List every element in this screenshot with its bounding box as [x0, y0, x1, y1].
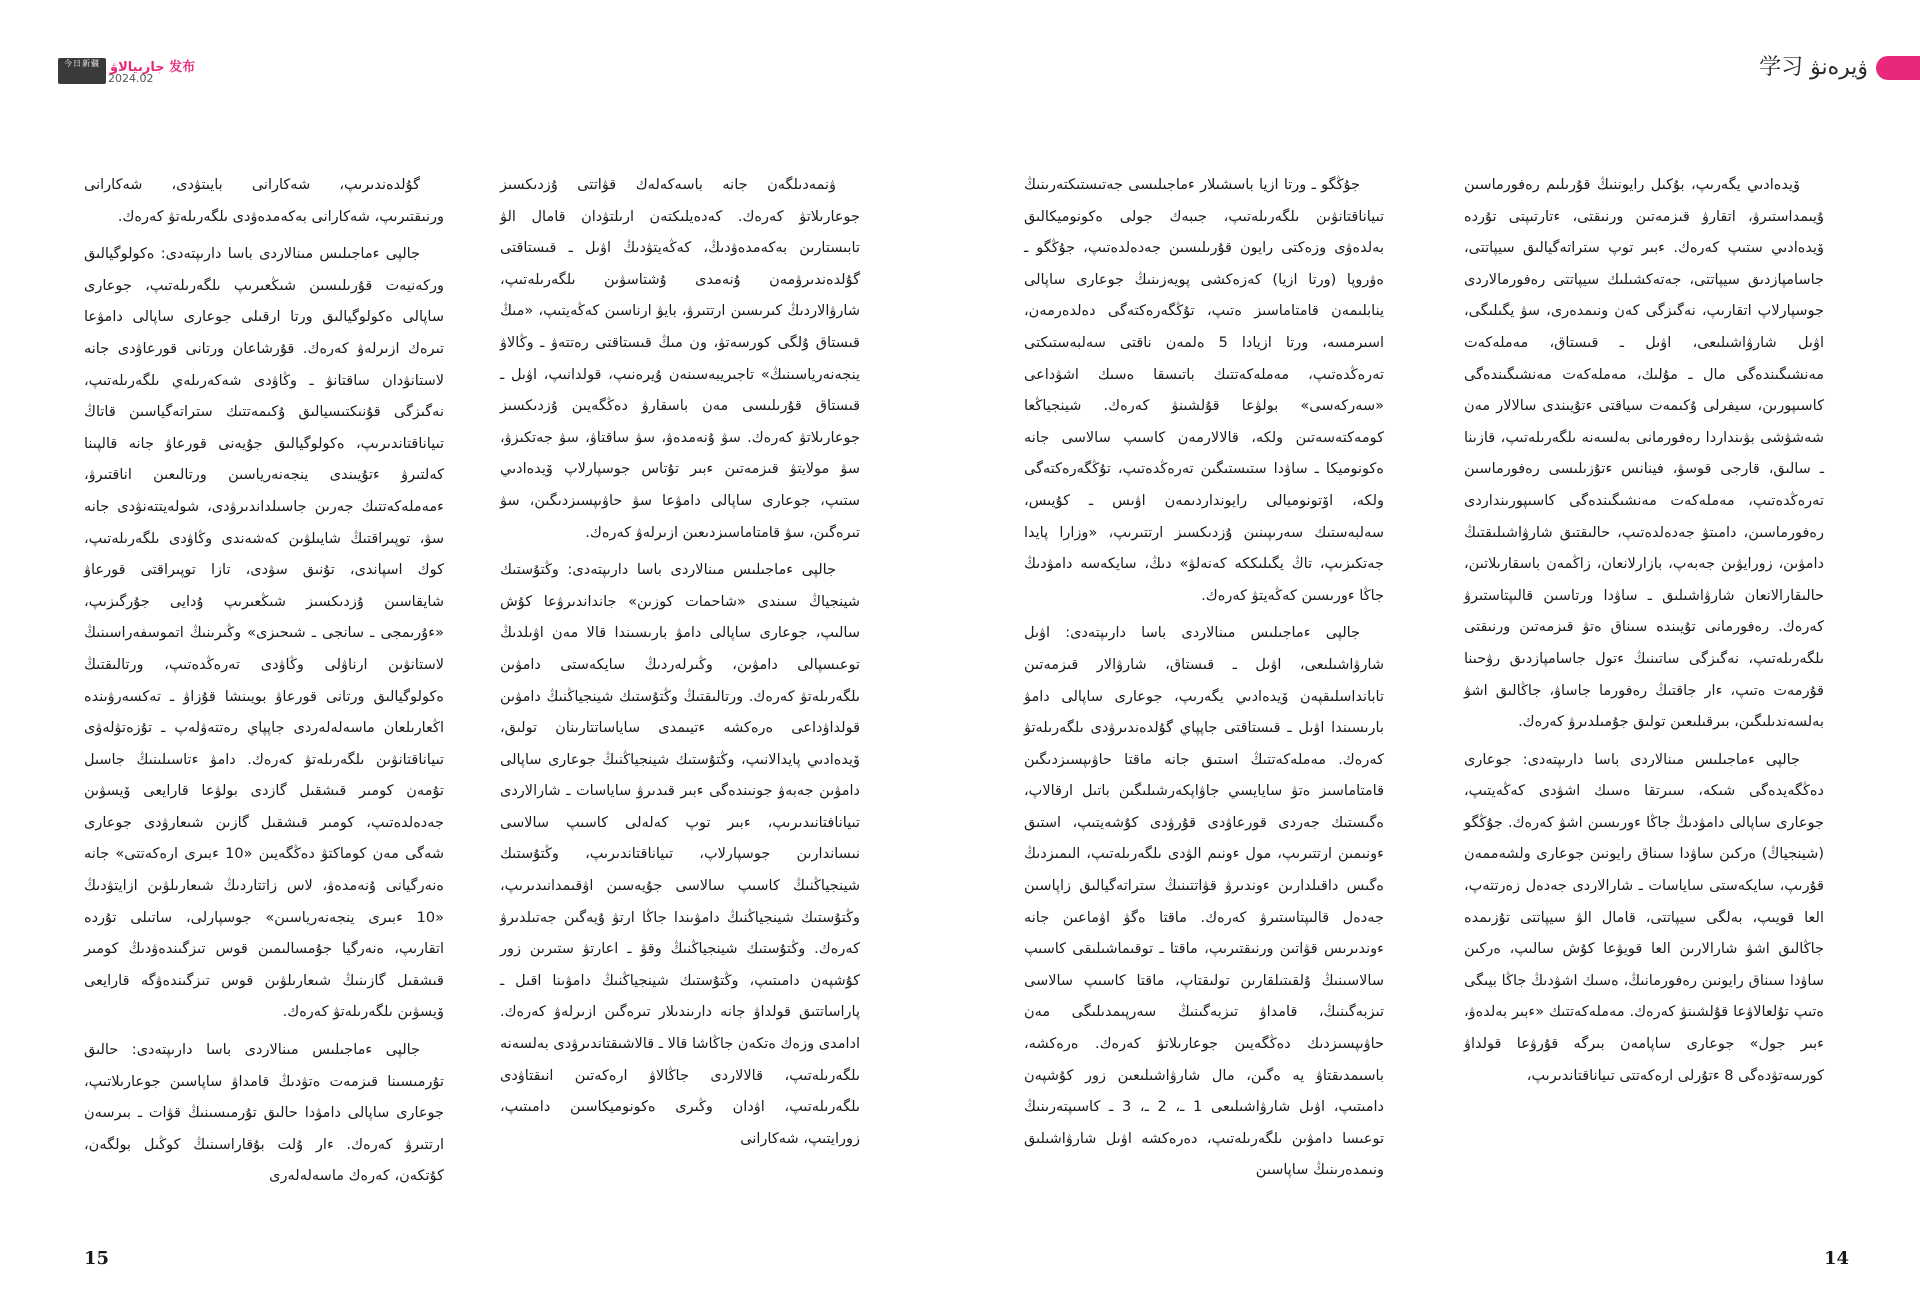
paragraph: جالپى ءماجىلىس مىنالاردى باسا دارىپتەدى: وڭتۇستىك شينجياڭ سىندى «شاحمات كوزىن» جانداندىرۋعا كۇش سالىپ، جوعارى ساپالى دامۋ بارىسىندا قالا مەن اۋىلدىڭ توعىسپالى دامۋىن، وڭىرلەردىڭ سايكەستى دامۋىن ىلگەرىلەتۋ كەرەك. ورتالىقتىڭ وڭتۇستىك شينجياڭنىڭ دامۋىن قولداۋداعى ەرەكشە ءتيىمدى ساياساتتارىنان تولىق، ۆيدەادىي پايدالانىپ، وڭتۇستىك شينجياڭنىڭ جوعارى ساپالى دامۋىن جەبەۋ جونىندەگى ءبىر قىدىرۋ ساياسات ـ شارالاردى تىيانافتانىدىرىپ، ءبىر توپ كەلەلى كاسىپ سالاسى نىساندارىن جوسپارلاپ، تىياناقتاندىرىپ، وڭتۇستىك شينجياڭنىڭ كاسىپ سالاسى جۇيەسىن اۋقىمدانىدىرىپ، وڭتۇستىك شينجياڭنىڭ دامۋىندا جاڭا ارتۋ ۇيەگىن جەتىلدىرۋ كەرەك. وڭتۇستىك شينجياڭنىڭ وقۋ ـ اعارتۋ ستىرىن زور كۇشپەن دامىتىپ، وڭتۇستىك شينجياڭنىڭ دامۋىنا اقىل ـ پاراساتتىق قولداۋ جانە دارىندىلار تىرەگىن ازىرلەۋ كەرەك. ادامدى وزەك ەتكەن جاڭاشا قالا ـ قالاشىقتاندىرۋدى بەلسەنە ىلگەرىلەتىپ، قالالاردى جاڭالاۋ ارەكەتىن انىقتاۋدى ىلگەرىلەتىپ، اۋدان وڭىرى ەكونوميكاسىن دامىتىپ، زورايتىپ، شەكارانى [500, 562, 860, 1147]
section-title: ۋيرەنۋ 学习 [1759, 55, 1868, 80]
paragraph: ۆيدەادىي يگەرىپ، بۇكىل رايوننىڭ قۇرىلىم رەفورماسىن ۇيىمداستىرۋ، اتقارۋ قىزمەتىن ورنىقتى، ءتارتىپتى تۇردە ۆيدەادىي ستىپ كەرەك. ءبىر توپ ستراتەگيالىق سيپاتتى، جاسامپازدىق سيپاتتى، جەتەكشىلىك سيپاتتى رەفورمالاردى جوسپارلاپ اتقارىپ، نەگىزگى كەن ونىمدەرى، سۋ يگىلىگى، اۋىل شارۋاشىلىعى، اۋىل ـ قىستاق، مەملەكەت مەنشىگىندەگى مال ـ مۇلىك، مەملەكەت مەنشىگىندەگى كاسىپورىن، سيفرلى ۇكىمەت سياقتى ءتۇيىندى سالالار مەن شەشۋشى بۋىنداردا رەفورمانى بەلسەنە ىلگەرىلەتىپ، قازىنا ـ سالىق، قارجى قوسۋ، فينانس ءتۇزىلىسى رەفورماسىن تەرەڭدەتىپ، مەملەكەت مەنشىگىندەگى كاسىپورىنداردى رەفورماسىن، دامىتۋ جەدەلدەتىپ، حالىقتىق شارۋاشىلىقتىڭ دامۋىن، زورايۋىن جەبەپ، بازارلانعان، زاڭمەن باسقارىلاتىن، حالىقارالانعان شارۋاشىلىق ـ ساۋدا ورتاسىن قالىپتاستىرۋ كەرەك. رەفورمانى تۇيىندە سىناق ەتۋ قىزمەتىن ورنىقتى ىلگەرىلەتىپ، نەگىزگى ساتىنىڭ ءتول جاسامپازدىق رۋحىنا قۇرمەت ەتىپ، ءار جاقتىڭ رەفورما جاساۋ، جاڭالىق اشۋ بەلسەندىلىگىن، بىرقىلىعىن تولىق جۇمىلدىرۋ كەرەك. [1464, 177, 1824, 731]
paragraph: جالپى ءماجىلىس مىنالاردى باسا دارىپتەدى: ەكولوگيالىق وركەنيەت قۇرىلىسىن شىڭعىرىپ ىلگەرىلەتىپ، جوعارى ساپالى ەكولوگيالىق ورتا ارقىلى جوعارى ساپالى دامۋعا تىرەك ازىرلەۋ كەرەك. قۇرشاعان ورتانى قورعاۋدى جانە لاستانۋدان ساقتانۋ ـ وڭاۋدى شەكەرىلەي ىلگەرىلەتىپ، نەگىزگى قۇنىكتىسيالىق ۇكىمەتتىك ستراتەگياسىن قاتاڭ تىياناقتاندىرىپ، ەكولوگيالىق جۇيەنى قورعاۋ جانە قالپىنا كەلتىرۋ ءتۇيىندى ينجەنەرياسىن ورتالىعىن اناقتىرۋ، ءمەملەكەتتىك جەرىن جاسىلداندىرۋدى، شولەيتتەنۋدى جانە سۋ، توپىراقتىڭ شايىلۋىن كەشەندى وڭاۋدى ىلگەرىلەتىپ، كوك اسپاندى، تۇنىق سۋدى، تازا توپىراقتى قورعاۋ شايقاسىن ۇزدىكسىز شىڭعىرىپ ۇدايى جۇرگىزىپ، «ءۇرىمجى ـ سانجى ـ شىحىزى» وڭىرىنىڭ اتموسفەراسىنىڭ لاستانۋىن ارناۋلى وڭاۋدى تەرەڭدەتىپ، ورتالىقتىڭ ەكولوگيالىق ورتانى قورعاۋ بويىنشا قۇزاۋ ـ تەكسەرۋىندە اڭعارىلعان ماسەلەلەردى جاپپاي رەتتەۋلەپ ـ تۇزەتۋلەۋى تىياناقتانۋىن ىلگەرىلەتۋ كەرەك. دامۋ ءتاسىلىنىڭ جاسىل تۇمەن كومىر قىشقىل گازدى بولۋعا قارايعى ۆيسۋىن جەدەلدەتىپ، كومىر قىشقىل گازىن شىعارۋدى جوعارى شەگى مەن كوماكتۋ دەڭگەيىن «10 ءبىرى ارەكەتتى» جانە ەنەرگيانى ۇنەمدەۋ، لاس زاتتاردىڭ شىعارىلۋىن ازايتۋدىڭ «10 ءبىرى ينجەنەرياسىن» جوسپارلى، ساتىلى تۇردە اتقارىپ، ەنەرگيا جۇمسالىمىن قوس تىزگىندەۋدىڭ كومىر قىشقىل گازىنىڭ شىعارىلۋىن قوس تىزگىندەۋگە قارايعى ۆيسۋىن ىلگەرىلەتۋ كەرەك. [84, 246, 444, 1021]
page-number: 15 [84, 1248, 110, 1269]
publication-name: جارىيالاۋ 发布 [110, 60, 196, 75]
article-column [500, 170, 860, 1155]
paragraph: جالپى ءماجىلىس مىنالاردى باسا دارىپتەدى: جوعارى دەڭگەيدەگى شىكە، سىرتقا ەسىك اشۋدى كەڭەيتىپ، جوعارى ساپالى دامۋدىڭ جاڭا ءورىسىن اشۋ كەرەك. جۇڭگو (شينجياڭ) ەركىن ساۋدا سىناق رايونىن جوعارى ولشەممەن قۇرىپ، سايكەستى ساياسات ـ شارالاردى جەدەل زەرتتەپ، العا قويىپ، بەلگى سيپاتتى، قامال الۋ سيپاتتى تۇزىمدە جاڭالىق اشۋ شارالارىن العا قويۋعا كۇش سالىپ، ەركىن ساۋدا سىناق رايونىن رەفورمانىڭ، ەسىك اشۋدىڭ جاڭا بيىگى ەتىپ تۇلعالاۋعا قۇلشىنۋ كەرەك. مەملەكەتتىك «ءبىر بەلدەۋ، ءبىر جول» جوعارى ساپامەن بىرگە قۇرۋعا قولداۋ كورسەتۋدەگى 8 ءتۇرلى ارەكەتتى تىياناقتاندىرىپ، [1464, 751, 1824, 1084]
paragraph: جالپى ءماجىلىس مىنالاردى باسا دارىپتەدى: اۋىل شارۋاشىلىعى، اۋىل ـ قىستاق، شارۋالار قىزمەتىن تابانداسلىقپەن ۆيدەادىي يگەرىپ، جوعارى ساپالى دامۋ بارىسىندا اۋىل ـ قىستاقتى جاپپاي گۇلدەندىرۋدى ىلگەرىلەتۋ كەرەك. مەملەكەتتىڭ استىق جانە ماقتا حاۋىپسىزدىگىن قامتاماسىز ەتۋ سايايسي جاۋاپكەرشىلىگىن باتىل ارقالاپ، ەگىستىك جەردى قورعاۋدى قۇرۋدى كۇشەيتىپ، استىق ءونىمىن ارتتىرىپ، مول ءونىم الۋدى ىلگەرىلەتىپ، الىمىزدىڭ ەگىس داقىلدارىن ءوندىرۋ قۋاتتىنىڭ ستراتەگيالىق زاپاسىن جەدەل قالىپتاستىرۋ كەرەك. ماقتا ەگۋ اۋماعىن جانە ءوندىرىس قۋاتىن ورنىقتىرىپ، ماقتا ـ توقىماشىلىقى كاسىپ سالاسىنىڭ ۇلقىتىلقارىن تولىقتاپ، ماقتا كاسىپ سالاسى تىزبەگىنىڭ، قامداۋ تىزبەگىنىڭ سەرپىمدىلىگى مەن حاۋىپسىزدىك دەڭگەيىن جوعارىلاتۋ كەرەك. ەرەكشە، باسىمدىقتاۋ يە ەگىن، مال شارۋاشىلىعىن زور كۇشپەن دامىتىپ، اۋىل شارۋاشىلىعى 1 ـ، 2 ـ، 3 ـ كاسىپتەرىنىڭ توعىسا دامۋىن ىلگەرىلەتىپ، دەرەكشە اۋىل شارۋاشىلىق ونىمدەرىنىڭ ساپاسىن [1024, 625, 1384, 1179]
page-number: 14 [1824, 1248, 1850, 1269]
article-column [84, 170, 444, 1193]
publication-date: 2024.02 [108, 72, 154, 85]
paragraph: جۇڭگو ـ ورتا ازيا باسشىلار ءماجىلىسى جەتىستىكتەرىنىڭ تىياناقتانۋىن ىلگەرىلەتىپ، جىبەك جولى ەكونوميكالىق بەلدەۋى وزەكتى رايون قۇرىلىسىن جەدەلدەتىپ، جۇڭگو ـ ەۋروپا (ورتا ازيا) كەزەكشى پويەزىنىڭ جوعارى ساپالى ينابلىمەن قامتاماسىز ەتىپ، تۇڭگەرەكتەگى دەلدەرمەن، اسىرمسە، ورتا ازيادا 5 ەلمەن ناقتى سەلبەستىكتى تەرەڭدەتىپ، مەملەكەتتىك باتىسقا ەسىك اشۋداعى «سەركەسى» بولۋعا قۇلشىنۋ كەرەك. شينجياڭعا كومەكتەسەتىن ولكە، قالالارمەن كاسىپ سالاسى جانە ەكونوميكا ـ ساۋدا ستىستىگىن تەرەڭدەتىپ، تۇڭگەرەكتەگى ولكە، اۆتونوميالى رايونداردىمەن اۋىس ـ كۇيىس، سەلبەستىك سەرىپىنىن ۇزدىكسىز ارتتىرىپ، «وزارا پايدا جەتكىزىپ، تاڭ يگىلىككە كەنەلۋ» دىڭ، سايكەسە دامۋدىڭ جاڭا ءورىسىن كەڭەيتۋ كەرەك. [1024, 177, 1384, 604]
paragraph: جالپى ءماجىلىس مىنالاردى باسا دارىپتەدى: حالىق تۇرمىسىنا قىزمەت ەتۋدىڭ قامداۋ ساپاسىن جوعارىلاتىپ، جوعارى ساپالى دامۋدا حالىق تۇرمىسىنىڭ قۋات ـ بىرسەن ارتتىرۋ كەرەك. ءار ۇلت بۇقاراسىنىڭ كوڭىل بولگەن، كۇتكەن، كەرەك ماسەلەلەرى [84, 1042, 444, 1185]
paragraph: گۇلدەندىرىپ، شەكارانى بايىتۋدى، شەكارانى ورنىقتىرىپ، شەكارانى بەكەمدەۋدى ىلگەرىلەتۋ كەرەك. [84, 177, 444, 225]
paragraph: ۋنمەدىلگەن جانە باسەكەلەك قۋاتتى ۇزدىكسىز جوعارىلاتۋ كەرەك. كەدەيلىكتەن ارىلتۋدان قامال الۋ تابىستارىن بەكەمدەۋدىڭ، كەڭەيتۋدىڭ اۋىل ـ قىستاقتى گۇلدەندىرۋمەن ۇنەمدى ۇشتاسۋىن ىلگەرىلەتىپ، شارۋالاردىڭ كىرىسىن ارتتىرۋ، بايۋ ارناسىن كەڭەيتىپ، «مىڭ قىستاق ۇلگى كورسەتۋ، ون مىڭ قىستاقتى رەتتەۋ ـ وڭالاۋ ينجەنەرياسىنىڭ» تاجىريبەسىنەن ۇيرەنىپ، قولدانىپ، اۋىل ـ قىستاق قۇرىلىسى مەن باسقارۋ دەڭگەيىن ۇزدىكسىز جوعارىلاتۋ كەرەك. سۋ ۇنەمدەۋ، سۋ ساقتاۋ، سۋ جەتكىزۋ، سۋ مولايتۋ قىزمەتىن ءبىر تۇتاس جوسپارلاپ ۆيدەادىي ستىپ، جوعارى ساپالى دامۋعا سۋ حاۋىپسىزدىگىن، سۋ تىرەگىن، سۋ قامتاماسىزدىعىن ازىرلەۋ كەرەك. [500, 177, 860, 541]
article-column [1024, 170, 1384, 1187]
publication-logo [58, 58, 106, 84]
publication-logo-text: 今日新疆 [64, 59, 100, 68]
right-page [960, 0, 1920, 1312]
section-tab-marker [1876, 56, 1920, 80]
article-column [1464, 170, 1824, 1092]
